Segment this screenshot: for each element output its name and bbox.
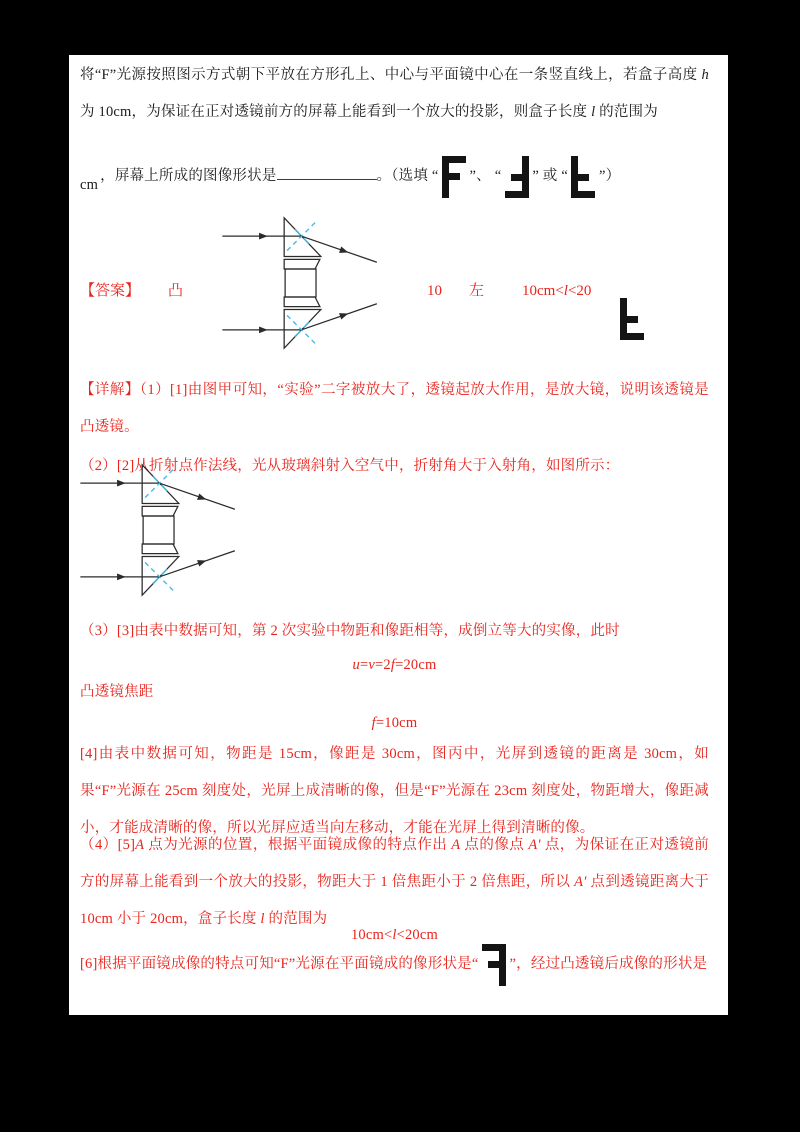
- text-run: ，屏幕上所成的图像形状是: [100, 168, 277, 184]
- glyph-F-mirrored-horizontal-icon: [481, 944, 506, 986]
- text-run: 点为光源的位置，根据平面镜成像的特点作出: [144, 837, 452, 853]
- answer-blank-underline: [277, 163, 377, 180]
- text-run: 点，为保证在正对透镜前方的屏幕上能看到一个放大的投影，物距大于 1 倍焦距小于 2 倍焦距，所以: [80, 837, 710, 890]
- text-run: 为 10cm，为保证在正对透镜前方的屏幕上能看到一个放大的投影，则盒子长度: [80, 104, 592, 120]
- text-run: =10cm: [375, 715, 418, 731]
- question-paragraph: [80, 57, 709, 131]
- text-run: ”）: [598, 168, 621, 184]
- text-run: [4]由表中数据可知，物距是 15cm，像距是 30cm，图丙中，光屏到透镜的距离是 30cm，如果“F”光源在 25cm 刻度处，光屏上成清晰的像，但是“F”光源在 23cm 刻度处，物距增大，像距减小，才能成清晰的像，所以光屏应适当向左移动，才能在光屏上得到清晰的像。: [80, 746, 709, 836]
- var-A: A: [135, 837, 145, 853]
- text-run: =: [359, 657, 369, 673]
- unit-cm: cm: [80, 177, 99, 193]
- lens-ray-diagram-1: [220, 213, 385, 353]
- var-f: f: [371, 715, 376, 731]
- text-run: =20cm: [395, 657, 437, 673]
- answer-blank5: [522, 281, 591, 301]
- var-l: l: [591, 104, 596, 120]
- text-run: 凸透镜焦距: [80, 684, 154, 700]
- text-run: （2）[2]从折射点作法线，光从玻璃斜射入空气中，折射角大于入射角，如图所示：: [80, 458, 620, 474]
- text-run: 将“F”光源按照图示方式朝下平放在方形孔上、中心与平面镜中心在一条竖直线上，若盒子高度: [80, 67, 702, 83]
- explanation-paragraph-5: [80, 827, 709, 938]
- var-A: A: [451, 837, 461, 853]
- explanation-paragraph-3: [80, 613, 709, 650]
- var-h: h: [701, 67, 709, 83]
- text-run: 10cm<: [522, 283, 564, 299]
- text-run: ”、 “: [469, 168, 502, 184]
- text-run: =2: [375, 657, 391, 673]
- text-run: （4）[5]: [80, 837, 136, 853]
- explanation-paragraph-6: [80, 937, 709, 991]
- answer-blank4: 左: [469, 283, 485, 299]
- glyph-F-flipped-vertical-icon: [571, 156, 596, 198]
- var-l: l: [260, 911, 265, 927]
- lens-ray-diagram-2: [78, 460, 243, 600]
- text-run: 【详解】（1）[1]由图甲可知，“实验”二字被放大了，透镜起放大作用，是放大镜，说明该透镜是凸透镜。: [80, 382, 709, 435]
- glyph-F-rotated-180-icon: [504, 156, 529, 198]
- text-run: 。（选填 “: [376, 168, 439, 184]
- var-u: u: [352, 657, 360, 673]
- document-page: [69, 55, 728, 1015]
- text-run: 10cm<: [350, 927, 393, 943]
- var-l: l: [563, 283, 568, 299]
- question-fill-line: [80, 148, 709, 204]
- formula-f10: [80, 713, 709, 733]
- var-v: v: [368, 657, 375, 673]
- answer-blank3: 10: [427, 283, 442, 299]
- text-run: <20cm: [396, 927, 439, 943]
- var-A-prime: A′: [528, 837, 541, 853]
- text-run: ” 或 “: [532, 168, 568, 184]
- text-run: [6]根据平面镜成像的特点可知“F”光源在平面镜成的像形状是“: [80, 956, 479, 972]
- text-run: 的范围为: [595, 104, 658, 120]
- formula-uv2f: [80, 655, 709, 675]
- glyph-F-icon: [442, 156, 467, 198]
- answer-label: 【答案】: [80, 283, 141, 299]
- text-run: （3）[3]由表中数据可知，第 2 次实验中物距和像距相等，成倒立等大的实像，此时: [80, 623, 620, 639]
- answer-glyph-F-flipped-vertical-icon: [620, 298, 645, 340]
- answer-blank1: 凸: [168, 283, 184, 299]
- text-run: 的范围为: [264, 911, 328, 927]
- var-l: l: [392, 927, 397, 943]
- explanation-paragraph-3b: [80, 677, 709, 707]
- text-run: ”，经过凸透镜后成像的形状是: [509, 956, 708, 972]
- text-run: 点的像点: [460, 837, 529, 853]
- text-run: <20: [567, 283, 592, 299]
- explanation-paragraph-1: [80, 372, 709, 446]
- text-run: 点到透镜距离大于 10cm 小于 20cm，盒子长度: [80, 874, 709, 927]
- var-A-prime: A′: [574, 874, 587, 890]
- var-f: f: [390, 657, 396, 673]
